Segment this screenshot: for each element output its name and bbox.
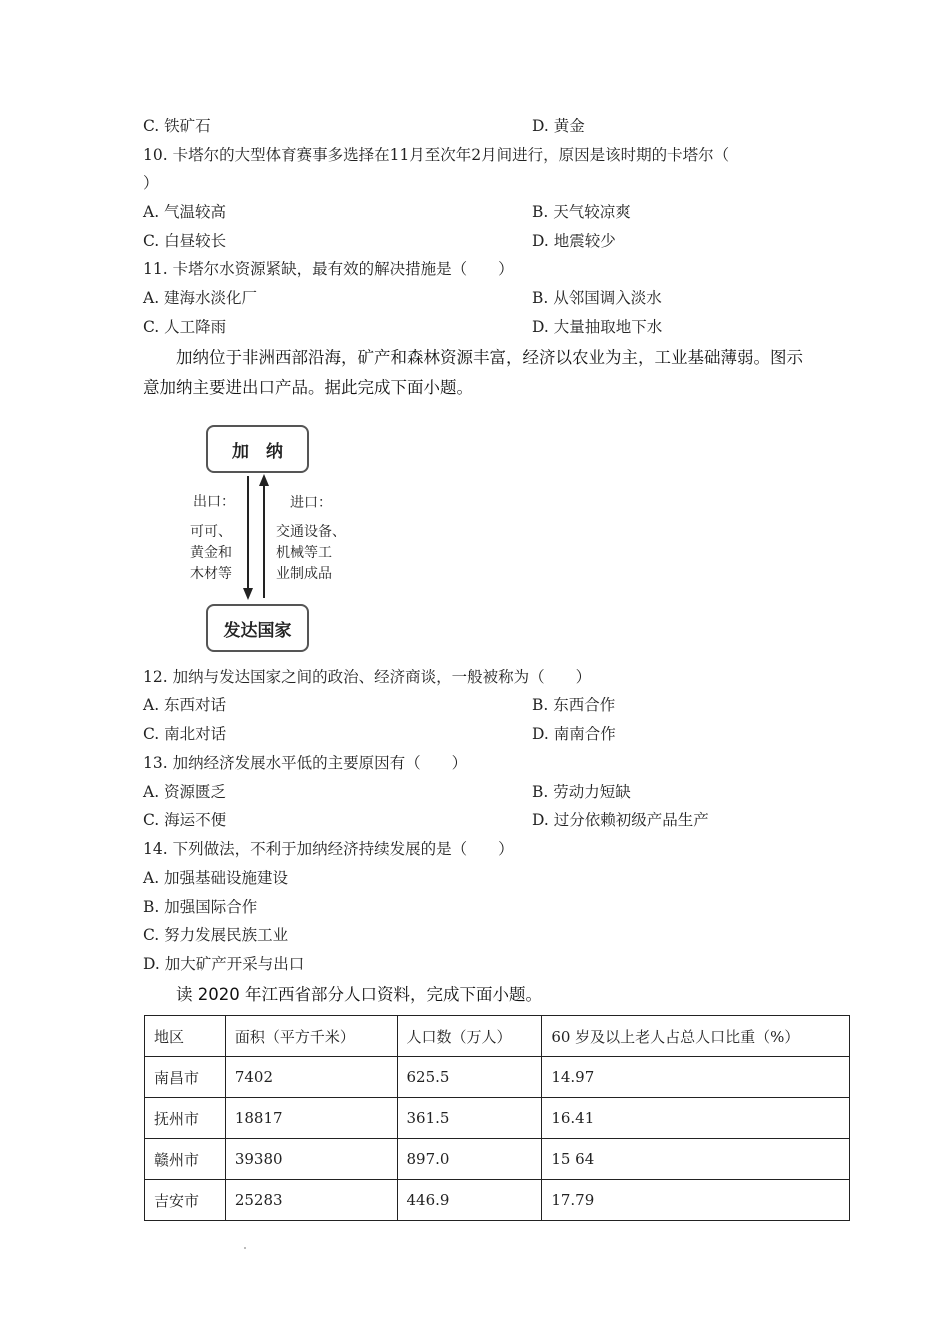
cell-region: 抚州市 <box>145 1098 226 1139</box>
q10-stem-cont: ） <box>143 174 159 192</box>
q12-option-a: A. 东西对话 <box>143 696 227 714</box>
q14-option-d: D. 加大矿产开采与出口 <box>143 955 305 973</box>
cell-elderly-share: 16.41 <box>542 1098 850 1139</box>
cell-elderly-share: 15 64 <box>542 1139 850 1180</box>
cell-elderly-share: 17.79 <box>542 1180 850 1221</box>
cell-region: 吉安市 <box>145 1180 226 1221</box>
cell-population: 361.5 <box>397 1098 542 1139</box>
q9-option-c: C. 铁矿石 <box>143 117 211 135</box>
q10-option-d: D. 地震较少 <box>532 232 616 250</box>
cell-elderly-share: 14.97 <box>542 1057 850 1098</box>
q10-option-c: C. 白昼较长 <box>143 232 227 250</box>
import-arrowhead <box>259 474 269 486</box>
q11-option-c: C. 人工降雨 <box>143 318 227 336</box>
cell-region: 赣州市 <box>145 1139 226 1180</box>
table-row <box>145 1057 850 1098</box>
scan-speck <box>244 1247 246 1249</box>
q12-stem: 12. 加纳与发达国家之间的政治、经济商谈，一般被称为（ ） <box>143 668 592 686</box>
population-table <box>144 1015 850 1221</box>
table-header-row <box>145 1016 850 1057</box>
cell-region: 南昌市 <box>145 1057 226 1098</box>
export-items: 可可、 黄金和 木材等 <box>190 524 232 582</box>
header-elderly-share: 60 岁及以上老人占总人口比重（%） <box>542 1016 850 1057</box>
cell-population: 446.9 <box>397 1180 542 1221</box>
q13-option-d: D. 过分依赖初级产品生产 <box>532 811 709 829</box>
q11-option-d: D. 大量抽取地下水 <box>532 318 663 336</box>
import-title: 进口： <box>290 495 332 511</box>
q10-option-a: A. 气温较高 <box>143 203 227 221</box>
q13-option-c: C. 海运不便 <box>143 811 227 829</box>
ghana-intro: 加纳位于非洲西部沿海，矿产和森林资源丰富，经济以农业为主，工业基础薄弱。图示意加纳主要进出口产品。据此完成下面小题。 <box>143 348 803 397</box>
header-area: 面积（平方千米） <box>225 1016 397 1057</box>
cell-population: 897.0 <box>397 1139 542 1180</box>
q12-option-c: C. 南北对话 <box>143 725 227 743</box>
diagram-box-ghana: 加 纳 <box>206 425 309 473</box>
q9-option-d: D. 黄金 <box>532 117 585 135</box>
q11-option-b: B. 从邻国调入淡水 <box>532 289 662 307</box>
table-row <box>145 1139 850 1180</box>
table-row <box>145 1180 850 1221</box>
table-row <box>145 1098 850 1139</box>
cell-area: 25283 <box>225 1180 397 1221</box>
header-region: 地区 <box>145 1016 226 1057</box>
cell-population: 625.5 <box>397 1057 542 1098</box>
jiangxi-intro: 读 2020 年江西省部分人口资料，完成下面小题。 <box>176 985 542 1004</box>
q10-stem: 10. 卡塔尔的大型体育赛事多选择在11月至次年2月间进行，原因是该时期的卡塔尔（ <box>143 146 730 164</box>
diagram-arrows <box>230 470 280 604</box>
q10-option-b: B. 天气较凉爽 <box>532 203 631 221</box>
header-population: 人口数（万人） <box>397 1016 542 1057</box>
export-arrowhead <box>243 588 253 600</box>
q12-option-b: B. 东西合作 <box>532 696 616 714</box>
q12-option-d: D. 南南合作 <box>532 725 616 743</box>
cell-area: 18817 <box>225 1098 397 1139</box>
q14-option-c: C. 努力发展民族工业 <box>143 926 289 944</box>
q14-option-b: B. 加强国际合作 <box>143 898 258 916</box>
q11-stem: 11. 卡塔尔水资源紧缺，最有效的解决措施是（ ） <box>143 260 514 278</box>
cell-area: 7402 <box>225 1057 397 1098</box>
q13-option-b: B. 劳动力短缺 <box>532 783 631 801</box>
q14-stem: 14. 下列做法，不利于加纳经济持续发展的是（ ） <box>143 840 514 858</box>
q14-option-a: A. 加强基础设施建设 <box>143 869 289 887</box>
export-title: 出口： <box>193 494 235 510</box>
diagram-box-developed-countries: 发达国家 <box>206 604 309 652</box>
import-items: 交通设备、 机械等工 业制成品 <box>276 524 346 582</box>
cell-area: 39380 <box>225 1139 397 1180</box>
q13-stem: 13. 加纳经济发展水平低的主要原因有（ ） <box>143 754 468 772</box>
q13-option-a: A. 资源匮乏 <box>143 783 227 801</box>
q11-option-a: A. 建海水淡化厂 <box>143 289 258 307</box>
